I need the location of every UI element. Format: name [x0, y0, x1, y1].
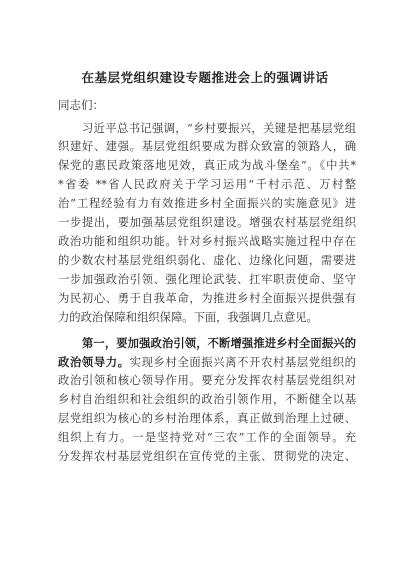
paragraph1-line: 一步加强政治引领、强化理论武装、扛牢职责使命、坚守 [58, 273, 356, 286]
paragraph2-line: 乡村自治组织和社会组织的政治引领作用，不断健全以基 [58, 393, 356, 406]
paragraph1-line: 力的政治保障和组织保障。下面，我强调几点意见。 [58, 311, 318, 324]
paragraph2-line: 政治引领和核心领导作用。要充分发挥农村基层党组织对 [58, 374, 356, 387]
document-title: 在基层党组织建设专题推进会上的强调讲话 [81, 70, 329, 85]
salutation: 同志们： [58, 98, 104, 112]
paragraph1-line: 政治功能和组织功能。针对乡村振兴战略实施过程中存在 [58, 235, 356, 248]
paragraph2-line [58, 354, 356, 371]
paragraph2-line: 层党组织为核心的乡村治理体系，真正做到治理上过硬、 [58, 412, 356, 425]
paragraph2-line: 分发挥农村基层党组织在宣传党的主张、贯彻党的决定、 [58, 450, 356, 463]
section-heading: 第一，要加强政治引领，不断增强推进乡村全面振兴的 [82, 336, 356, 350]
paragraph2-text: 实现乡村全面振兴离不开农村基层党组织的 [129, 356, 356, 369]
section-heading-continued: 政治领导力。 [58, 355, 130, 369]
paragraph1-line: 一步提出，要加强基层党组织建设。增强农村基层党组织 [58, 216, 356, 229]
paragraph1-line: 的少数农村基层党组织弱化、虚化、边缘化问题，需要进 [58, 254, 356, 267]
paragraph1-line: 治”工程经验有力有效推进乡村全面振兴的实施意见》进 [58, 197, 356, 210]
paragraph2-line: 组织上有力。一是坚持党对“三农”工作的全面领导。充 [58, 431, 356, 444]
paragraph1-line: 为民初心、勇于自我革命，为推进乡村全面振兴提供强有 [58, 292, 356, 305]
paragraph1-line: 保党的惠民政策落地见效，真正成为战斗堡垒”。《中共* [58, 159, 356, 172]
paragraph1-line: *省委 **省人民政府关于学习运用“千村示范、万村整 [58, 178, 356, 191]
paragraph1-line: 习近平总书记强调，“乡村要振兴，关键是把基层党组 [82, 122, 356, 135]
paragraph1-line: 织建好、建强。基层党组织要成为群众致富的领路人，确 [58, 140, 356, 153]
